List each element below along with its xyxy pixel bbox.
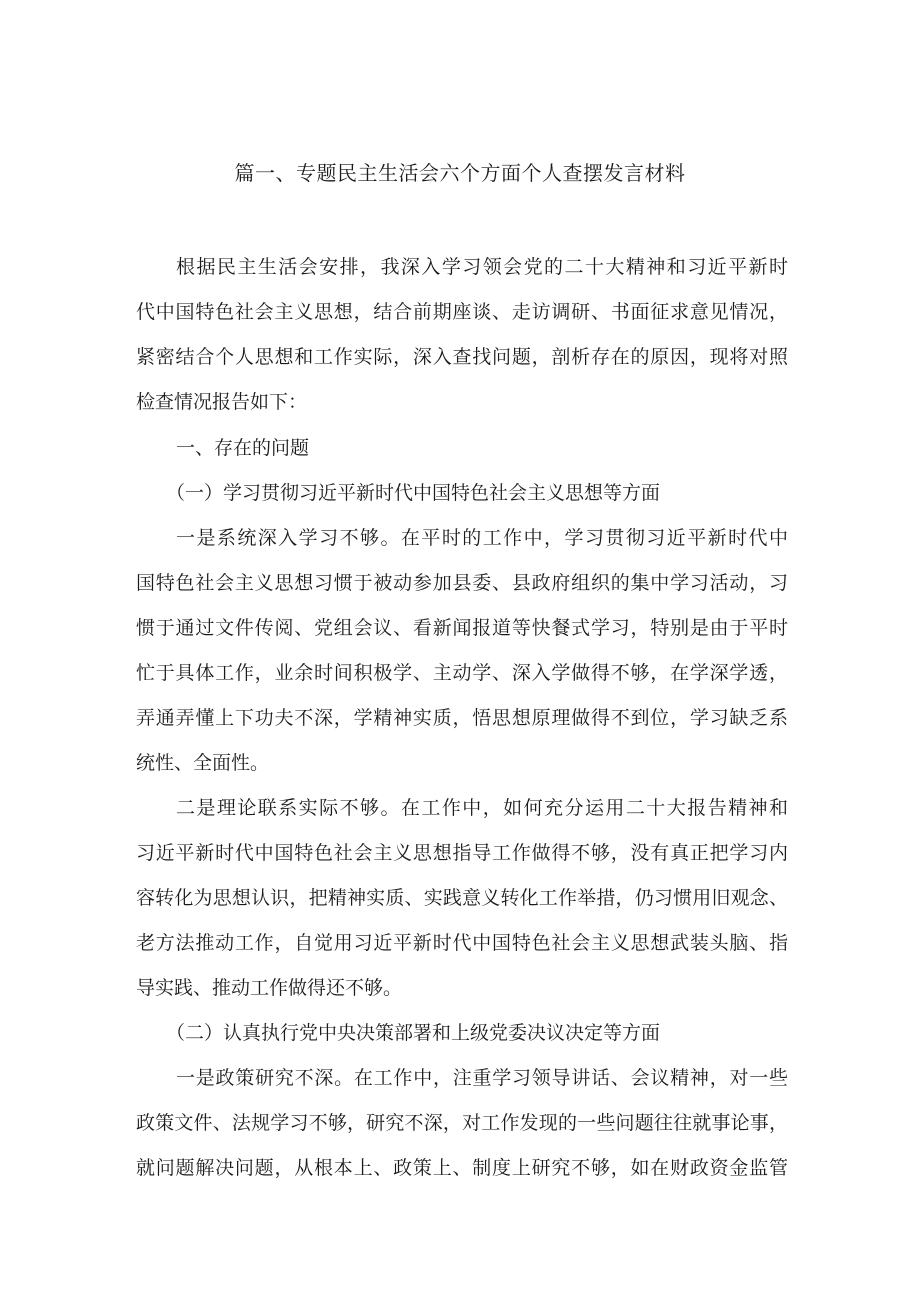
subsection-heading-2: （二）认真执行党中央决策部署和上级党委决议决定等方面 [166, 1022, 661, 1044]
para-1-line-1: 一是系统深入学习不够。在平时的工作中，学习贯彻习近平新时代中 [176, 527, 788, 549]
para-1-line-3: 惯于通过文件传阅、党组会议、看新闻报道等快餐式学习，特别是由于平时 [136, 617, 788, 639]
para-2-line-3: 容转化为思想认识，把精神实质、实践意义转化工作举措，仍习惯用旧观念、 [136, 887, 788, 909]
intro-line-2: 代中国特色社会主义思想，结合前期座谈、走访调研、书面征求意见情况， [136, 301, 788, 323]
para-2-line-4: 老方法推动工作，自觉用习近平新时代中国特色社会主义思想武装头脑、指 [136, 932, 788, 954]
intro-line-3: 紧密结合个人思想和工作实际，深入查找问题，剖析存在的原因，现将对照 [136, 346, 788, 368]
section-heading-problems: 一、存在的问题 [176, 437, 310, 459]
para-3-line-3: 就问题解决问题，从根本上、政策上、制度上研究不够，如在财政资金监管 [136, 1157, 788, 1179]
para-3-line-1: 一是政策研究不深。在工作中，注重学习领导讲话、会议精神，对一些 [176, 1067, 788, 1089]
para-1-line-5: 弄通弄懂上下功夫不深，学精神实质，悟思想原理做得不到位，学习缺乏系 [136, 707, 788, 729]
para-1-line-4: 忙于具体工作，业余时间积极学、主动学、深入学做得不够，在学深学透， [136, 662, 788, 684]
para-3-line-2: 政策文件、法规学习不够，研究不深，对工作发现的一些问题往往就事论事， [136, 1112, 788, 1134]
para-2-line-1: 二是理论联系实际不够。在工作中，如何充分运用二十大报告精神和 [176, 797, 788, 819]
subsection-heading-1: （一）学习贯彻习近平新时代中国特色社会主义思想等方面 [166, 482, 661, 504]
para-2-line-2: 习近平新时代中国特色社会主义思想指导工作做得不够，没有真正把学习内 [136, 842, 788, 864]
para-1-line-2: 国特色社会主义思想习惯于被动参加县委、县政府组织的集中学习活动，习 [136, 572, 788, 594]
intro-line-4: 检查情况报告如下： [136, 391, 308, 413]
para-2-line-5: 导实践、推动工作做得还不够。 [136, 977, 403, 999]
para-1-line-6: 统性、全面性。 [136, 752, 270, 774]
document-title: 篇一、专题民主生活会六个方面个人查摆发言材料 [234, 161, 686, 185]
intro-line-1: 根据民主生活会安排，我深入学习领会党的二十大精神和习近平新时 [176, 256, 788, 278]
